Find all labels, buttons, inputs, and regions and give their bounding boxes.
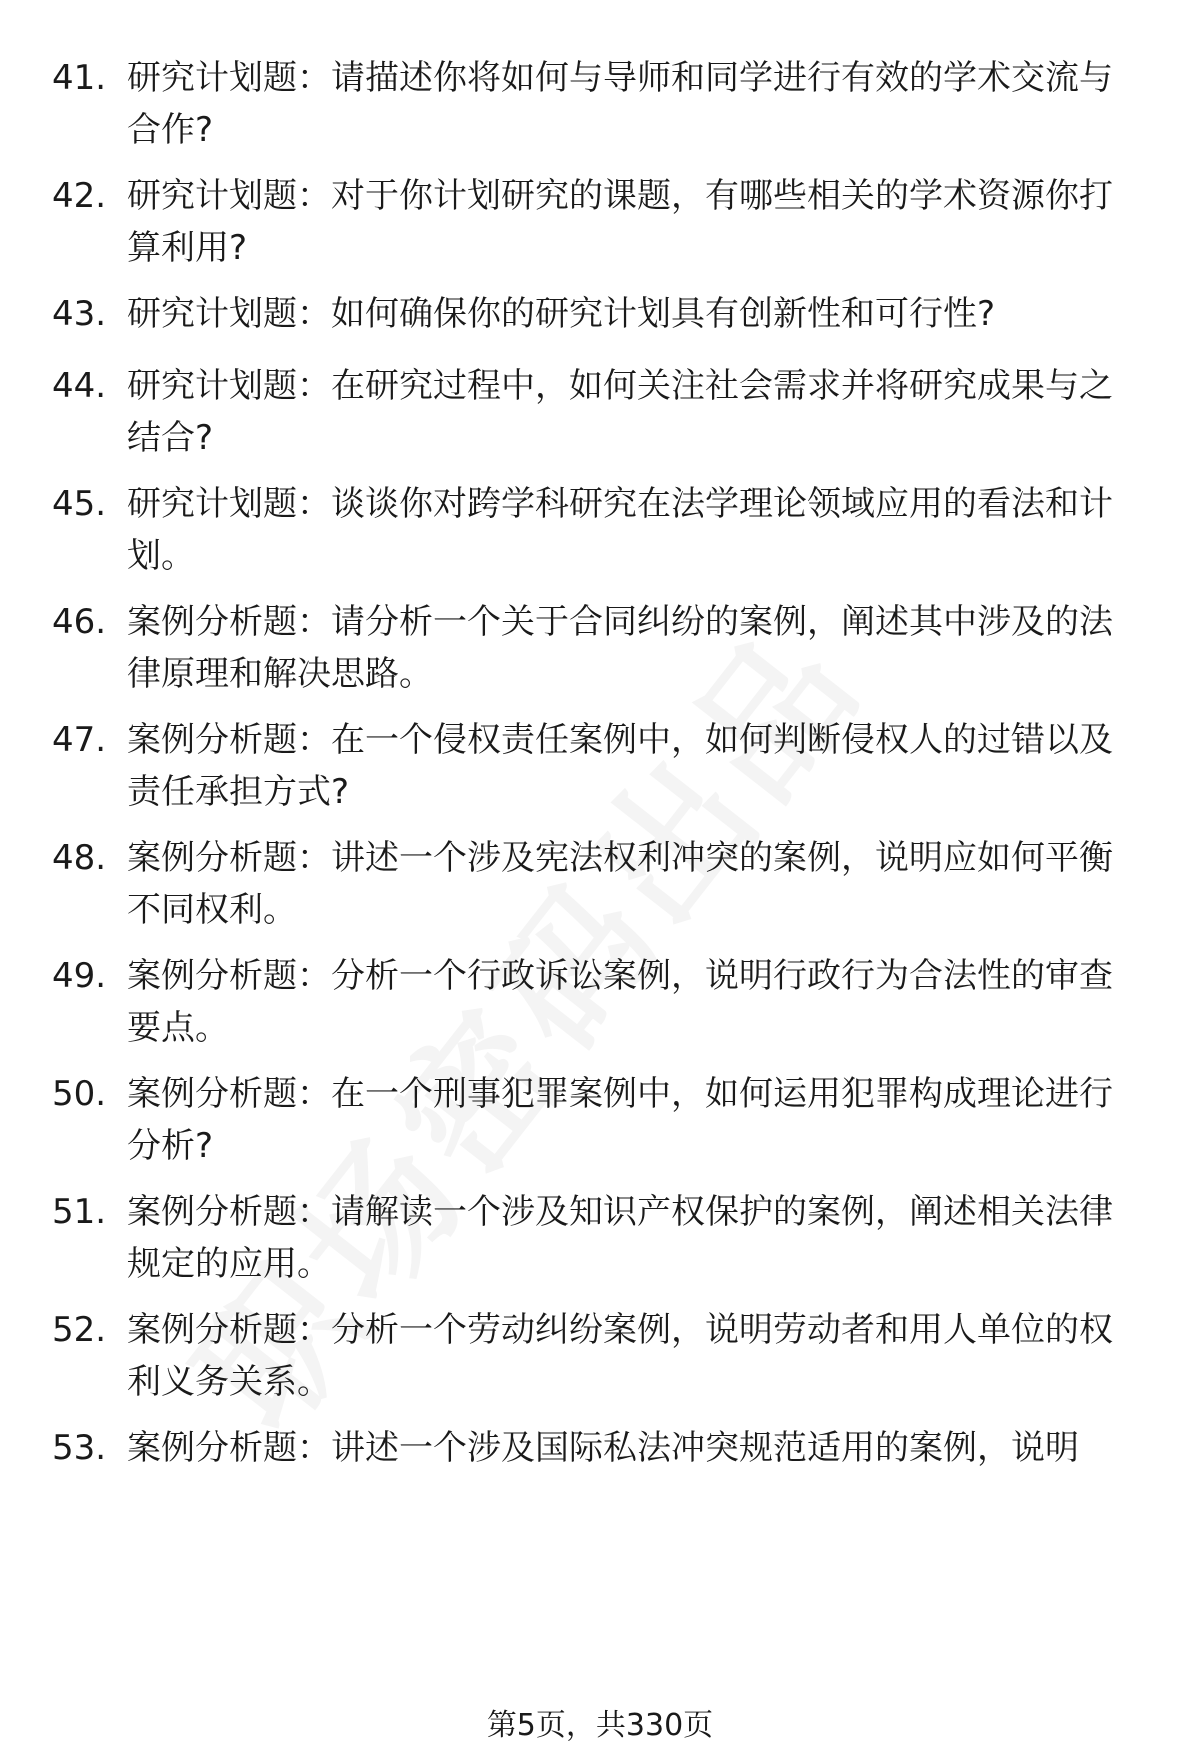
question-item xyxy=(0,1068,1200,1168)
question-text: 案例分析题：在一个刑事犯罪案例中，如何运用犯罪构成理论进行分析? xyxy=(127,1074,1113,1166)
question-number: 45. xyxy=(52,484,107,524)
question-number: 52. xyxy=(52,1310,107,1350)
question-number: 41. xyxy=(52,58,107,98)
question-item xyxy=(0,950,1200,1050)
question-number: 44. xyxy=(52,366,107,406)
question-number: 42. xyxy=(52,176,107,216)
page-number: 第5页，共330页 xyxy=(486,1708,714,1743)
question-text: 研究计划题：如何确保你的研究计划具有创新性和可行性? xyxy=(127,294,996,334)
question-item xyxy=(0,596,1200,696)
question-item xyxy=(0,52,1200,152)
question-number: 47. xyxy=(52,720,107,760)
question-number: 46. xyxy=(52,602,107,642)
question-item xyxy=(0,1186,1200,1286)
question-number: 43. xyxy=(52,294,107,334)
question-text: 研究计划题：在研究过程中，如何关注社会需求并将研究成果与之结合? xyxy=(127,366,1113,458)
question-text: 案例分析题：分析一个行政诉讼案例，说明行政行为合法性的审查要点。 xyxy=(127,956,1113,1048)
question-number: 48. xyxy=(52,838,107,878)
question-text: 案例分析题：讲述一个涉及宪法权利冲突的案例，说明应如何平衡不同权利。 xyxy=(127,838,1113,930)
question-item xyxy=(0,360,1200,460)
question-item xyxy=(0,1304,1200,1404)
question-text: 案例分析题：在一个侵权责任案例中，如何判断侵权人的过错以及责任承担方式? xyxy=(127,720,1113,812)
question-number: 49. xyxy=(52,956,107,996)
question-number: 53. xyxy=(52,1428,107,1468)
question-item xyxy=(0,832,1200,932)
question-text: 案例分析题：讲述一个涉及国际私法冲突规范适用的案例，说明 xyxy=(127,1428,1079,1468)
question-item xyxy=(0,170,1200,270)
question-text: 研究计划题：谈谈你对跨学科研究在法学理论领域应用的看法和计划。 xyxy=(127,484,1113,576)
question-item xyxy=(0,1422,1200,1522)
question-text: 案例分析题：请分析一个关于合同纠纷的案例，阐述其中涉及的法律原理和解决思路。 xyxy=(127,602,1113,694)
question-number: 50. xyxy=(52,1074,107,1114)
question-text: 案例分析题：分析一个劳动纠纷案例，说明劳动者和用人单位的权利义务关系。 xyxy=(127,1310,1113,1402)
question-number: 51. xyxy=(52,1192,107,1232)
question-text: 案例分析题：请解读一个涉及知识产权保护的案例，阐述相关法律规定的应用。 xyxy=(127,1192,1113,1284)
question-text: 研究计划题：对于你计划研究的课题，有哪些相关的学术资源你打算利用? xyxy=(127,176,1113,268)
question-text: 研究计划题：请描述你将如何与导师和同学进行有效的学术交流与合作? xyxy=(127,58,1113,150)
question-item xyxy=(0,714,1200,814)
question-item xyxy=(0,478,1200,578)
